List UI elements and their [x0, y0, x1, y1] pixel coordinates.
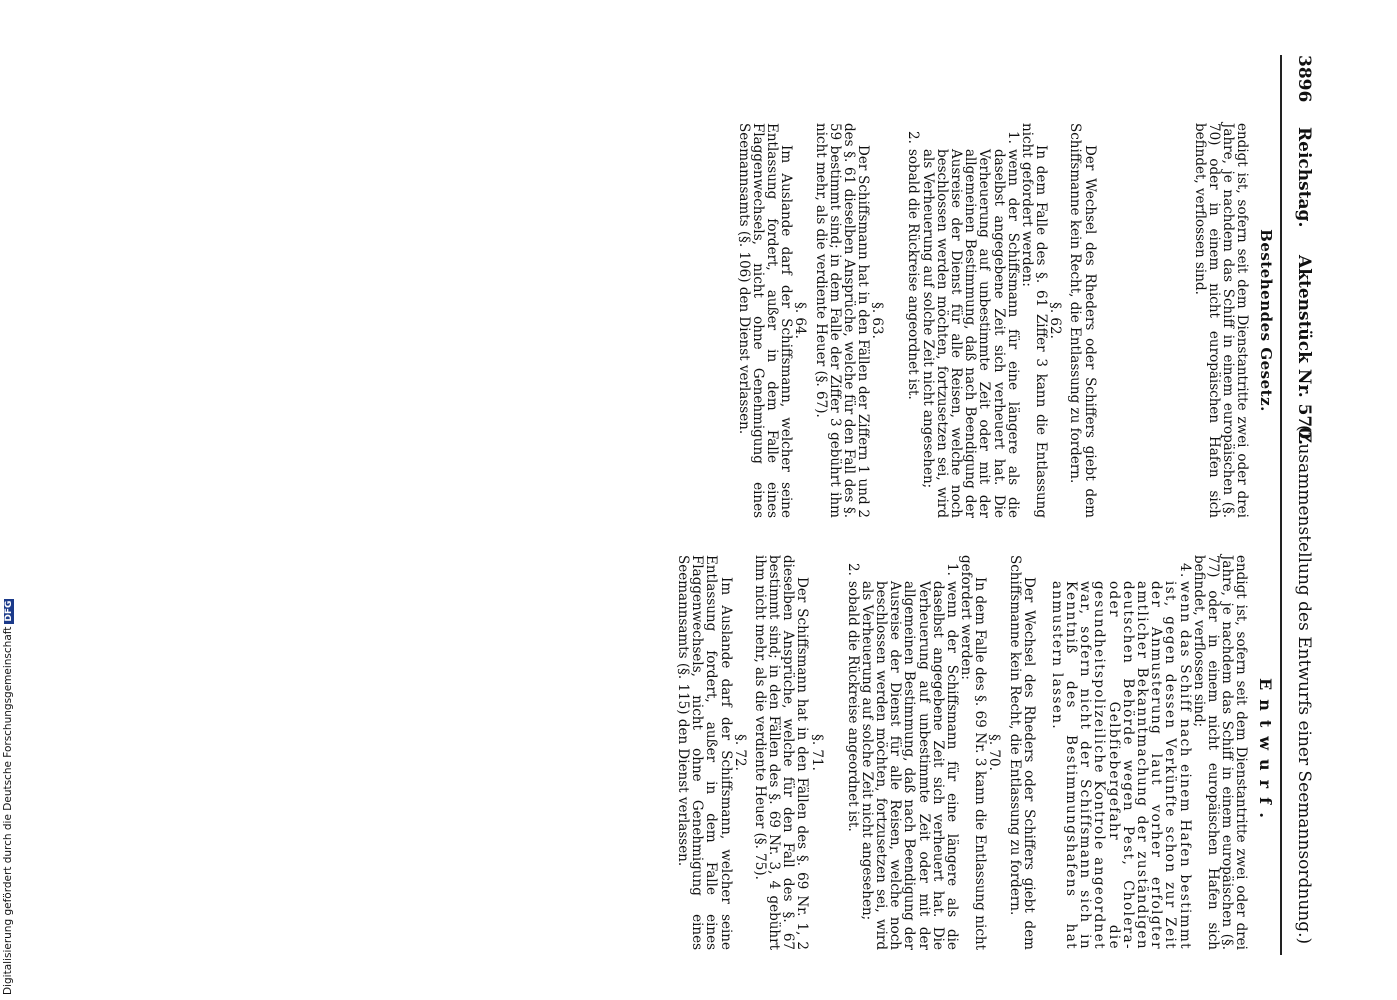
list-item — [906, 123, 920, 518]
page-header — [1284, 55, 1318, 955]
dfg-logo: DFG — [4, 600, 14, 622]
section-heading: §. 71. — [808, 734, 825, 771]
list-number: 2. — [905, 131, 922, 144]
credit-text: Digitalisierung gefördert durch die Deutsche Forschungsgemeinschaft — [2, 626, 14, 995]
digitization-credit — [2, 600, 16, 995]
column-draft — [676, 555, 1273, 950]
list-item — [1050, 555, 1192, 950]
intro-text: endigt ist, sofern seit dem Dienstantritte zwei oder drei Jahre, je nachdem das Schiff in einem europäischen (§. 70) oder in einem nicht europäischen Hafen sich befindet, verflossen sind. — [1191, 123, 1251, 518]
list-number: 1. — [1004, 131, 1021, 144]
section-heading: §. 63. — [869, 302, 886, 339]
section-text: Im Auslande darf der Schiffsmann, welcher seine Entlassung fordert, außer in dem Falle eines Flaggenwechsels, nicht ohne Genehmigung eines Seemannsamts (§. 106) den Dienst verlassen. — [735, 123, 795, 518]
s62-intro-paragraph: Der Wechsel des Rheders oder Schiffers giebt dem Schiffsmanne kein Recht, die Entlassung zu fordern. — [1067, 123, 1098, 518]
column-title-draft: Entwurf. — [1256, 678, 1275, 827]
list-text: sobald die Rückreise angeordnet ist. — [905, 149, 922, 400]
column-existing-law — [737, 123, 1273, 518]
section-text: In dem Falle des §. 61 Ziffer 3 kann die Entlassung nicht gefordert werden: — [1018, 123, 1050, 518]
list-text: wenn der Schiffsmann für eine längere als die daselbst angegebene Zeit sich verheuert hat. Die Verheuerung auf unbestimmte Zeit oder mit der allgemeinen Bestimmung, daß nach Beendigung der Ausreise der Dienst für alle Reisen, welche noch beschlossen werden möchten, fortzusetzen sei, wird als Verheuerung auf solche Zeit nicht angesehen; — [919, 149, 1021, 518]
page-number: 3896 — [1294, 55, 1314, 103]
document-subject: (Zusammenstellung des Entwurfs einer Seemannsordnung.) — [1294, 425, 1314, 945]
section-heading: §. 64. — [792, 302, 809, 339]
s70-intro-paragraph: Der Wechsel des Rheders oder Schiffers giebt dem Schiffsmanne kein Recht, die Entlassung zu fordern. — [1006, 555, 1037, 950]
section-text: In dem Falle des §. 69 Nr. 3 kann die Entlassung nicht gefordert werden: — [958, 555, 989, 950]
section-heading: §. 62. — [1047, 302, 1064, 339]
publication-name: Reichstag. — [1294, 127, 1314, 228]
section-text: Der Schiffsmann hat in den Fällen der Ziffern 1 und 2 des §. 61 dieselben Ansprüche, welche für den Fall des §. 59 bestimmt sind; in dem Falle der Ziffer 3 gebührt ihm nicht mehr, als die verdiente Heuer (§. 67). — [812, 123, 872, 518]
section-text: Der Schiffsmann hat in den Fällen des §. 69 Nr. 1, 2 dieselben Ansprüche, welche für den Fall des §. 67 bestimmt sind; in den Fällen des §. 69 Nr. 3, 4 gebührt ihm nicht mehr, als die verdiente Heuer (§. 75). — [751, 555, 811, 950]
section-heading: §. 70. — [986, 734, 1003, 771]
list-text: wenn das Schiff nach einem Hafen bestimmt ist, gegen dessen Verkünfte schon zur Zeit der Anmusterung laut vorher erfolgter amtlicher Bekanntmachung der zuständigen deutschen Behörde wegen Pest, Cholera- oder Gelbfiebergefahr die gesundheitspolizeiliche Kontrole angeordnet war, sofern nicht der Schiffsmann sich in Kenntniß des Bestimmungshafens hat anmustern lassen. — [1048, 581, 1193, 950]
list-item — [846, 555, 860, 950]
section-text: Im Auslande darf der Schiffsmann, welcher seine Entlassung fordert, außer in dem Falle eines Flaggenwechsels, nicht ohne Genehmigung eines Seemannsamts (§. 115) den Dienst verlassen. — [675, 555, 734, 950]
section-heading: §. 72. — [731, 734, 748, 771]
rotated-page — [318, 55, 1318, 1000]
header-rule — [1280, 55, 1282, 955]
column-title-existing: Bestehendes Gesetz. — [1257, 229, 1275, 412]
list-item — [860, 555, 959, 950]
list-text: sobald die Rückreise angeordnet ist. — [844, 581, 861, 832]
list-text: wenn der Schiffsmann für eine längere als die daselbst angegebene Zeit sich verheuert hat. Die Verheuerung auf unbestimmte Zeit oder mit der allgemeinen Bestimmung, daß nach Beendigung der Ausreise der Dienst für alle Reisen, welche noch beschlossen werden möchten, fortzusetzen sei, wird als Verheuerung auf solche Zeit nicht angesehen; — [858, 581, 960, 950]
intro-text: endigt ist, sofern seit dem Dienstantritte zwei oder drei Jahre, je nachdem das Schiff in einem europäischen (§. 77) oder in einem nicht europäischen Hafen sich befindet, verflossen sind; — [1190, 555, 1250, 950]
document-reference: Aktenstück Nr. 570. — [1294, 255, 1314, 446]
list-number: 2. — [844, 563, 861, 576]
list-number: 1. — [943, 563, 960, 576]
list-number: 4. — [1176, 563, 1193, 579]
credit-line — [2, 600, 16, 995]
list-item — [921, 123, 1020, 518]
